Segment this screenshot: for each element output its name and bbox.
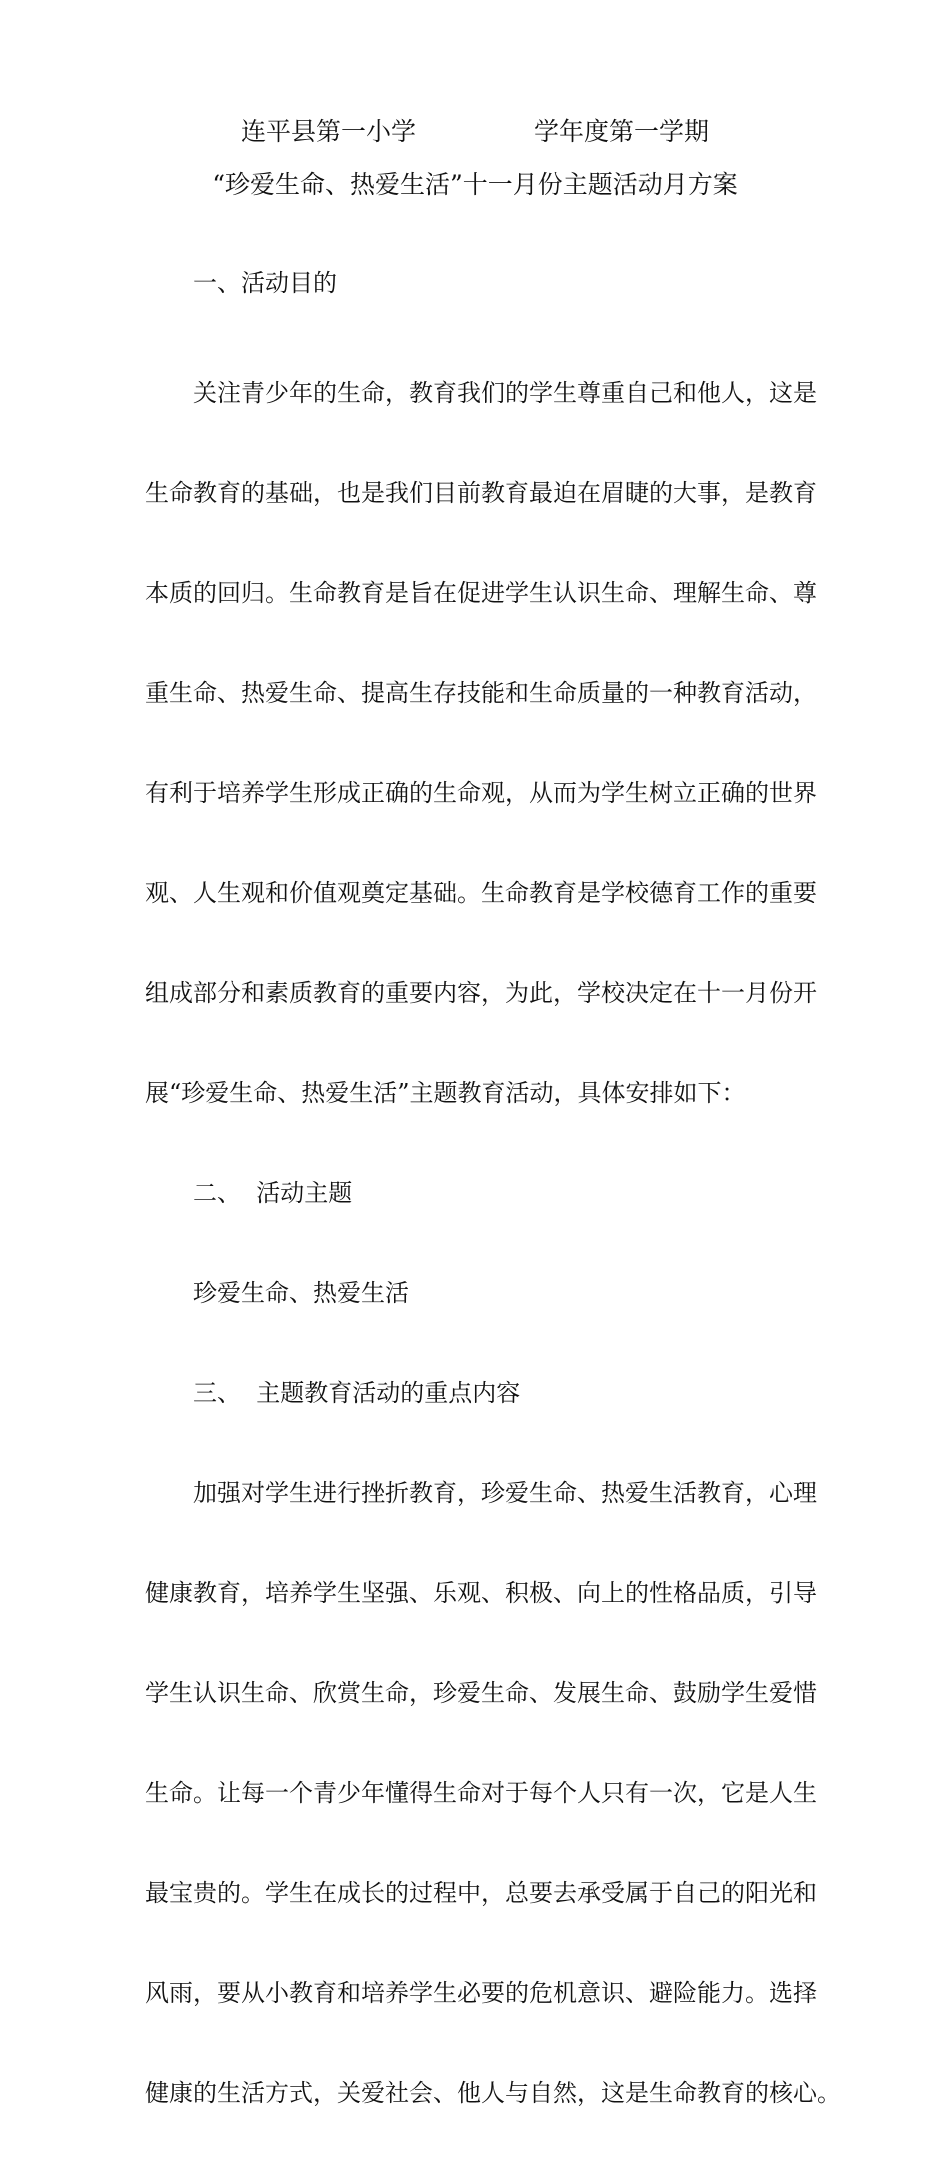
section-heading-theme: 二、 活动主题 <box>193 1179 353 1207</box>
school-name: 连平县第一小学 <box>240 117 416 146</box>
section-heading-key-content: 三、 主题教育活动的重点内容 <box>193 1379 521 1407</box>
paragraph-line: 健康教育，培养学生坚强、乐观、积极、向上的性格品质，引导 <box>145 1579 817 1607</box>
paragraph-line: 有利于培养学生形成正确的生命观，从而为学生树立正确的世界 <box>145 779 817 807</box>
paragraph-line: 健康的生活方式，关爱社会、他人与自然，这是生命教育的核心。 <box>145 2079 841 2107</box>
paragraph-line: 珍爱生命、热爱生活 <box>193 1279 409 1307</box>
paragraph-line: 展“珍爱生命、热爱生活”主题教育活动，具体安排如下： <box>145 1079 746 1107</box>
paragraph-line: 生命。让每一个青少年懂得生命对于每个人只有一次，它是人生 <box>145 1779 817 1807</box>
section-heading-purpose: 一、活动目的 <box>193 269 337 297</box>
paragraph-line: 最宝贵的。学生在成长的过程中，总要去承受属于自己的阳光和 <box>145 1879 817 1907</box>
paragraph-line: 加强对学生进行挫折教育，珍爱生命、热爱生活教育，心理 <box>193 1479 817 1507</box>
paragraph-line: 本质的回归。生命教育是旨在促进学生认识生命、理解生命、尊 <box>145 579 817 607</box>
paragraph-line: 重生命、热爱生命、提高生存技能和生命质量的一种教育活动， <box>145 679 817 707</box>
paragraph-line: 观、人生观和价值观奠定基础。生命教育是学校德育工作的重要 <box>145 879 817 907</box>
section-paragraph-purpose <box>145 318 817 1168</box>
paragraph-line: 生命教育的基础，也是我们目前教育最迫在眉睫的大事，是教育 <box>145 479 817 507</box>
term-label: 学年度第一学期 <box>534 117 710 146</box>
document-body <box>145 268 841 2168</box>
document-title-line-1 <box>0 117 950 147</box>
section-paragraph-key-content <box>145 1418 841 2168</box>
document-title: “珍爱生命、热爱生活”十一月份主题活动月方案 <box>212 170 738 199</box>
paragraph-line: 学生认识生命、欣赏生命，珍爱生命、发展生命、鼓励学生爱惜 <box>145 1679 817 1707</box>
paragraph-line: 关注青少年的生命，教育我们的学生尊重自己和他人，这是 <box>193 379 817 407</box>
paragraph-line: 风雨，要从小教育和培养学生必要的危机意识、避险能力。选择 <box>145 1979 817 2007</box>
paragraph-line: 组成部分和素质教育的重要内容，为此，学校决定在十一月份开 <box>145 979 817 1007</box>
section-paragraph-theme <box>145 1218 810 1368</box>
